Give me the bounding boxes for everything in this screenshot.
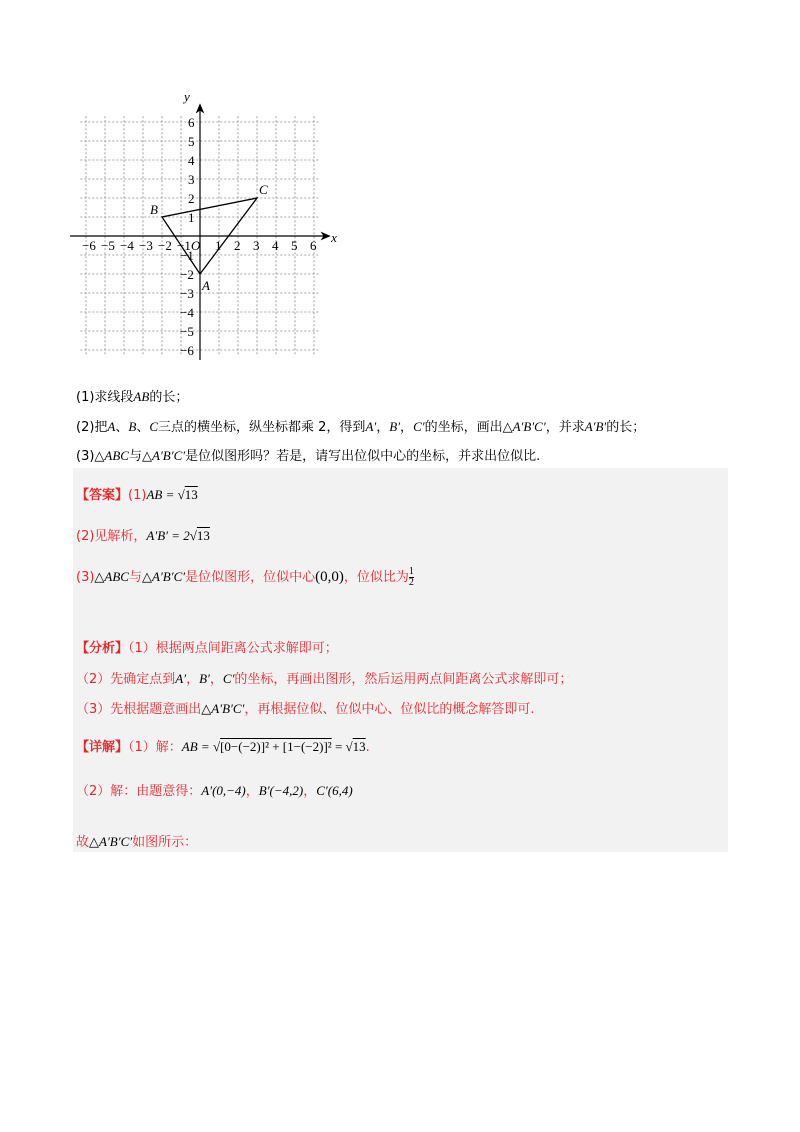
point-label-b: B (150, 202, 158, 217)
sqrt-symbol-2: √ (189, 528, 197, 543)
answer-line-3 (76, 567, 414, 588)
q3-tri1: △ABC (94, 448, 129, 463)
x-tick-label: 6 (310, 238, 317, 253)
q2-suffix: 的长； (606, 420, 646, 435)
q2-mid: 三点的横坐标，纵坐标都乘 2，得到 (158, 420, 366, 435)
detail-d2-bp: B′(−4,2) (258, 783, 304, 798)
y-tick-label: −6 (180, 343, 194, 358)
q2-prefix: (2)把 (76, 420, 108, 435)
frac-numerator: 1 (408, 566, 414, 577)
y-tick-label: 3 (188, 172, 195, 187)
question-2 (76, 418, 645, 437)
a1-math: AB = (146, 487, 178, 502)
q2-bp: B′ (389, 419, 401, 434)
q2-sep2: 、 (136, 420, 150, 435)
detail-d1-end: . (365, 740, 370, 755)
x-tick-label: 1 (215, 238, 222, 253)
a1-num: (1) (128, 488, 147, 503)
x-tick-label: 4 (272, 238, 279, 253)
detail-d3-suffix: 如图所示： (132, 835, 198, 850)
q2-a: A (107, 419, 116, 434)
a3-mid2: 是位似图形，位似中心 (185, 570, 316, 585)
x-tick-label: −4 (120, 238, 134, 253)
detail-line-1 (76, 738, 370, 757)
q2-comma1: ， (376, 420, 390, 435)
axis-labels (82, 90, 337, 358)
a3-mid: 与 (128, 570, 142, 585)
detail-d1-eq: = (331, 739, 346, 754)
x-tick-label: −2 (158, 238, 172, 253)
y-tick-label: −4 (180, 305, 194, 320)
axes (70, 105, 329, 360)
q1-text: (1)求线段 (76, 390, 134, 405)
detail-d2-c2: ， (303, 784, 317, 799)
a3-tri1: △ABC (94, 569, 129, 584)
analysis-l3-suffix: ，再根据位似、位似中心、位似比的概念解答即可. (244, 702, 535, 717)
y-tick-label: 4 (188, 153, 195, 168)
q2-mid2: 的坐标，画出 (424, 420, 503, 435)
analysis-l2-cp: C′ (222, 671, 235, 686)
analysis-l2-ap: A′ (175, 671, 187, 686)
question-1 (76, 388, 188, 407)
detail-d3-tri: △A′B′C′ (89, 834, 133, 849)
a3-fraction (409, 567, 414, 588)
q1-suffix: 的长； (149, 390, 189, 405)
y-axis-label: y (184, 90, 190, 105)
y-tick-label: −1 (180, 248, 194, 263)
a2-math: A′B′ = 2 (146, 528, 190, 543)
q3-suffix: 是位似图形吗？若是，请写出位似中心的坐标，并求出位似比. (185, 449, 541, 464)
a2-sqrt: 13 (196, 528, 210, 543)
sqrt-symbol-4: √ (345, 739, 353, 754)
coordinate-grid-figure (70, 90, 340, 360)
q3-prefix: (3) (76, 449, 95, 464)
sqrt-symbol-3: √ (212, 739, 221, 754)
q2-cp: C′ (413, 419, 425, 434)
x-tick-label: −1 (177, 238, 191, 253)
answer-label: 【答案】 (76, 488, 129, 503)
detail-d2-prefix: （2）解：由题意得： (76, 784, 202, 799)
analysis-line-1 (76, 640, 338, 658)
x-tick-label: −5 (101, 238, 115, 253)
analysis-l2-bp: B′ (199, 671, 210, 686)
q3-mid: 与 (128, 449, 142, 464)
q1-math: AB (133, 389, 150, 404)
q2-tri: △A′B′C′ (502, 419, 546, 434)
analysis-label: 【分析】 (76, 641, 129, 656)
analysis-l1: （1）根据两点间距离公式求解即可； (128, 641, 338, 656)
analysis-l2-c1: ， (186, 672, 200, 687)
answer-line-2 (76, 527, 210, 546)
sqrt-symbol: √ (177, 487, 185, 502)
a3-num: (3) (76, 570, 95, 585)
detail-d2-c1: ， (245, 784, 259, 799)
q2-b: B (128, 419, 137, 434)
y-tick-label: −3 (180, 286, 194, 301)
y-tick-label: −2 (180, 267, 194, 282)
analysis-line-2 (76, 670, 572, 689)
question-3 (76, 447, 540, 466)
x-axis-label: x (331, 230, 337, 245)
q2-c: C (149, 419, 159, 434)
detail-d1-radicand: [0−(−2)]² + [1−(−2)]² (220, 739, 332, 754)
analysis-l2-suffix: 的坐标，再画出图形，然后运用两点间距离公式求解即可； (234, 672, 573, 687)
y-tick-label: 1 (188, 210, 195, 225)
analysis-l2-c2: ， (209, 672, 223, 687)
point-label-c: C (259, 182, 268, 197)
detail-d3-prefix: 故 (76, 835, 90, 850)
analysis-line-3 (76, 700, 535, 719)
analysis-l2-prefix: （2）先确定点到 (76, 672, 176, 687)
x-tick-label: −6 (82, 238, 96, 253)
q2-apbp: A′B′ (584, 419, 607, 434)
a1-sqrt: 13 (184, 487, 198, 502)
answer-line-1 (76, 486, 198, 505)
q2-ap: A′ (365, 419, 377, 434)
a3-mid3: ，位似比为 (343, 570, 409, 585)
analysis-l3-tri: △A′B′C′ (201, 701, 245, 716)
y-tick-label: −5 (180, 324, 194, 339)
x-tick-label: 3 (253, 238, 260, 253)
detail-d1-sqrt: 13 (352, 739, 366, 754)
detail-label: 【详解】 (76, 740, 129, 755)
a2-prefix: (2)见解析， (76, 529, 147, 544)
y-tick-label: 5 (188, 134, 195, 149)
detail-d1-math: AB = (181, 739, 213, 754)
detail-line-2 (76, 782, 353, 801)
a3-tri2: △A′B′C′ (142, 569, 186, 584)
x-tick-label: 2 (234, 238, 241, 253)
x-tick-label: O (191, 238, 201, 253)
q2-comma2: ， (400, 420, 414, 435)
point-label-a: A (202, 278, 210, 293)
detail-d2-cp: C′(6,4) (316, 783, 353, 798)
x-tick-label: −3 (139, 238, 153, 253)
x-tick-label: 5 (291, 238, 298, 253)
frac-denominator: 2 (408, 577, 414, 588)
q2-mid3: ，并求 (545, 420, 585, 435)
q3-tri2: △A′B′C′ (142, 448, 186, 463)
detail-d2-ap: A′(0,−4) (201, 783, 246, 798)
analysis-l3-prefix: （3）先根据题意画出 (76, 702, 202, 717)
a3-center: (0,0) (315, 569, 344, 585)
q2-sep1: 、 (115, 420, 129, 435)
detail-line-3 (76, 833, 197, 852)
detail-d1-prefix: （1）解： (128, 740, 182, 755)
y-tick-label: 2 (188, 191, 195, 206)
y-tick-label: 6 (188, 115, 195, 130)
